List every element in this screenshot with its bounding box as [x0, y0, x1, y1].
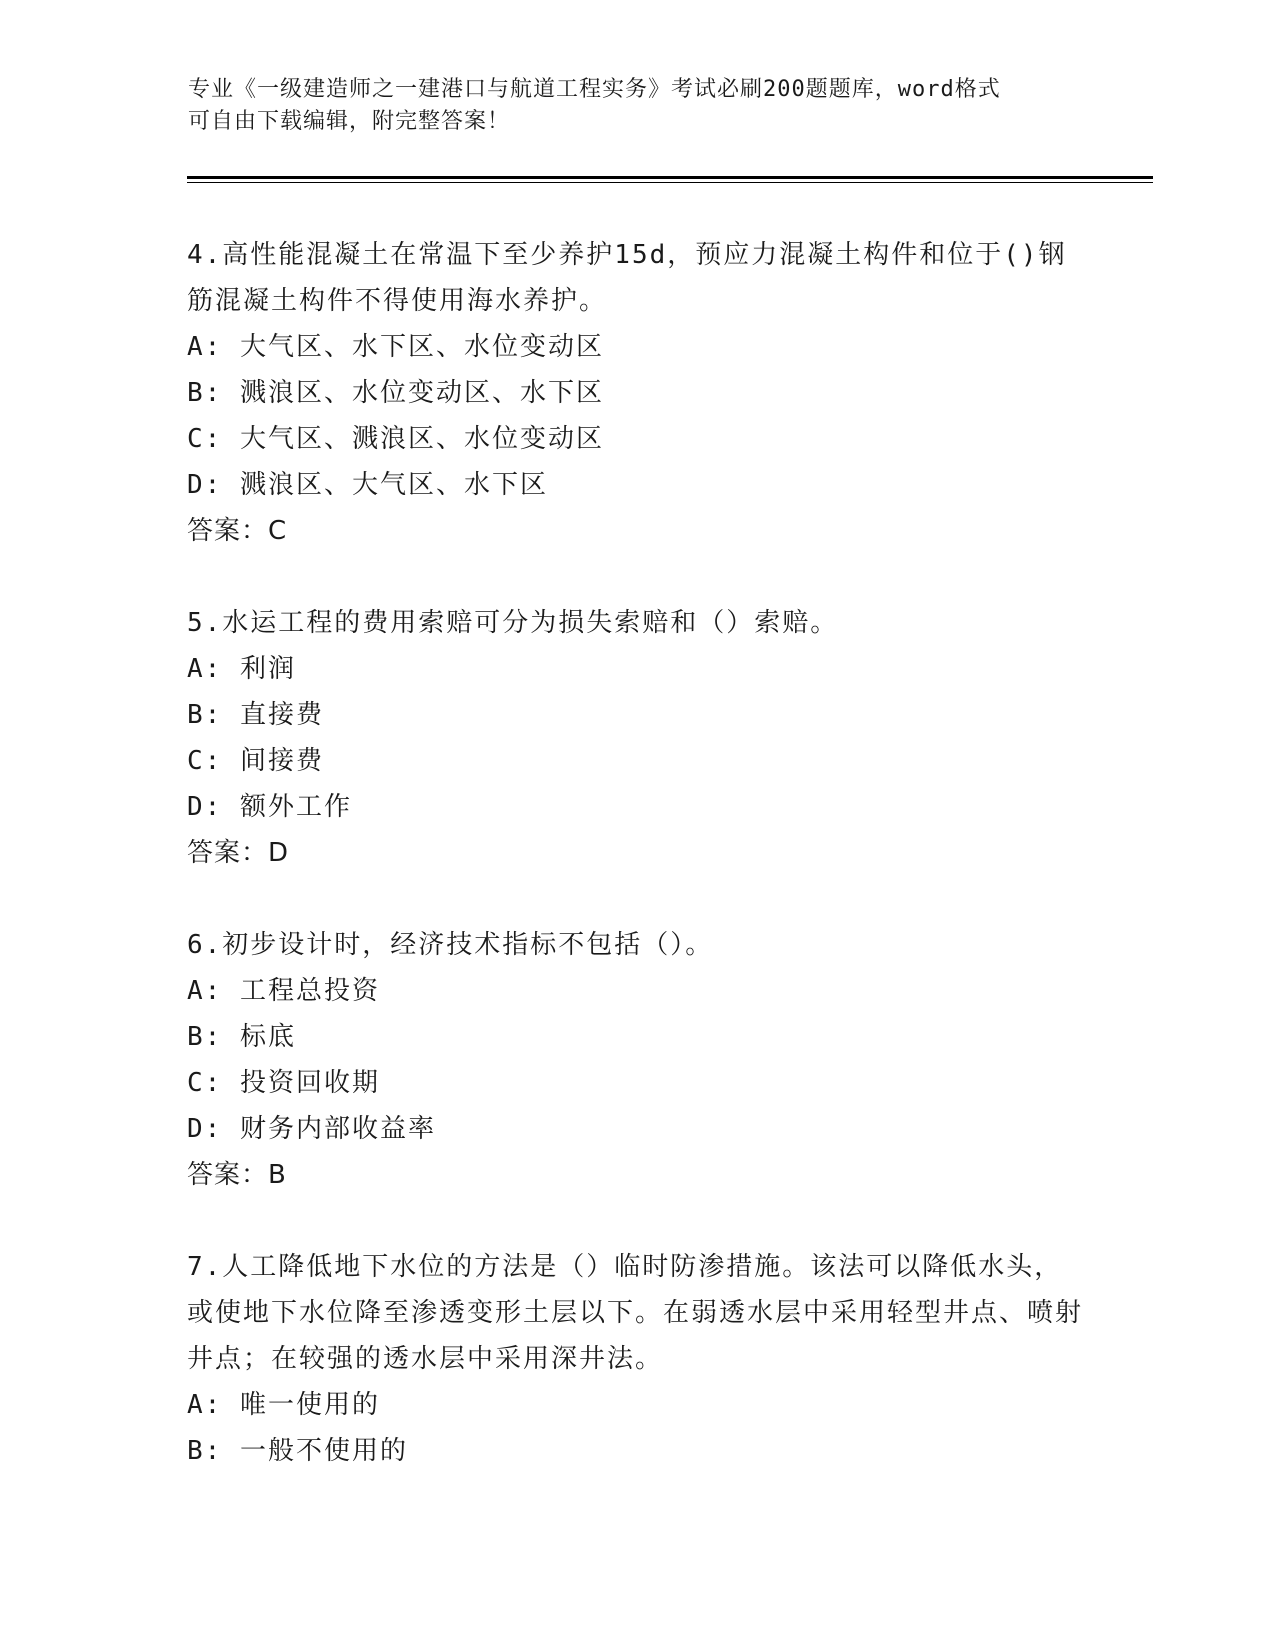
- option-b: B: 溅浪区、水位变动区、水下区: [187, 378, 604, 408]
- header-line-2: 可自由下载编辑，附完整答案！: [188, 109, 511, 134]
- option-b: B: 直接费: [187, 700, 324, 730]
- option-a: A: 唯一使用的: [187, 1390, 380, 1420]
- question-stem: 5.水运工程的费用索赔可分为损失索赔和（）索赔。: [187, 608, 839, 638]
- question-5: [187, 600, 1087, 876]
- question-stem: 6.初步设计时，经济技术指标不包括（）。: [187, 930, 714, 960]
- option-c: C: 投资回收期: [187, 1068, 380, 1098]
- question-stem: 4.高性能混凝土在常温下至少养护15d，预应力混凝土构件和位于()钢筋混凝土构件不得使用海水养护。: [187, 240, 1067, 316]
- document-header: [188, 74, 1088, 138]
- option-d: D: 财务内部收益率: [187, 1114, 436, 1144]
- question-7: [187, 1244, 1087, 1474]
- option-a: A: 利润: [187, 654, 296, 684]
- answer-line: 答案：C: [187, 516, 288, 546]
- option-d: D: 额外工作: [187, 792, 352, 822]
- answer-line: 答案：D: [187, 838, 290, 868]
- header-divider-thin: [187, 182, 1153, 183]
- question-list: [187, 232, 1087, 1520]
- option-d: D: 溅浪区、大气区、水下区: [187, 470, 548, 500]
- question-6: [187, 922, 1087, 1198]
- question-stem: 7.人工降低地下水位的方法是（）临时防渗措施。该法可以降低水头，或使地下水位降至渗透变形土层以下。在弱透水层中采用轻型井点、喷射井点；在较强的透水层中采用深井法。: [187, 1252, 1084, 1374]
- option-c: C: 间接费: [187, 746, 324, 776]
- header-line-1: 专业《一级建造师之一建港口与航道工程实务》考试必刷200题题库，word格式: [188, 77, 1001, 102]
- header-divider-thick: [187, 176, 1153, 179]
- question-4: [187, 232, 1087, 554]
- option-b: B: 一般不使用的: [187, 1436, 408, 1466]
- option-a: A: 工程总投资: [187, 976, 380, 1006]
- option-c: C: 大气区、溅浪区、水位变动区: [187, 424, 604, 454]
- answer-line: 答案：B: [187, 1160, 287, 1190]
- option-b: B: 标底: [187, 1022, 296, 1052]
- option-a: A: 大气区、水下区、水位变动区: [187, 332, 604, 362]
